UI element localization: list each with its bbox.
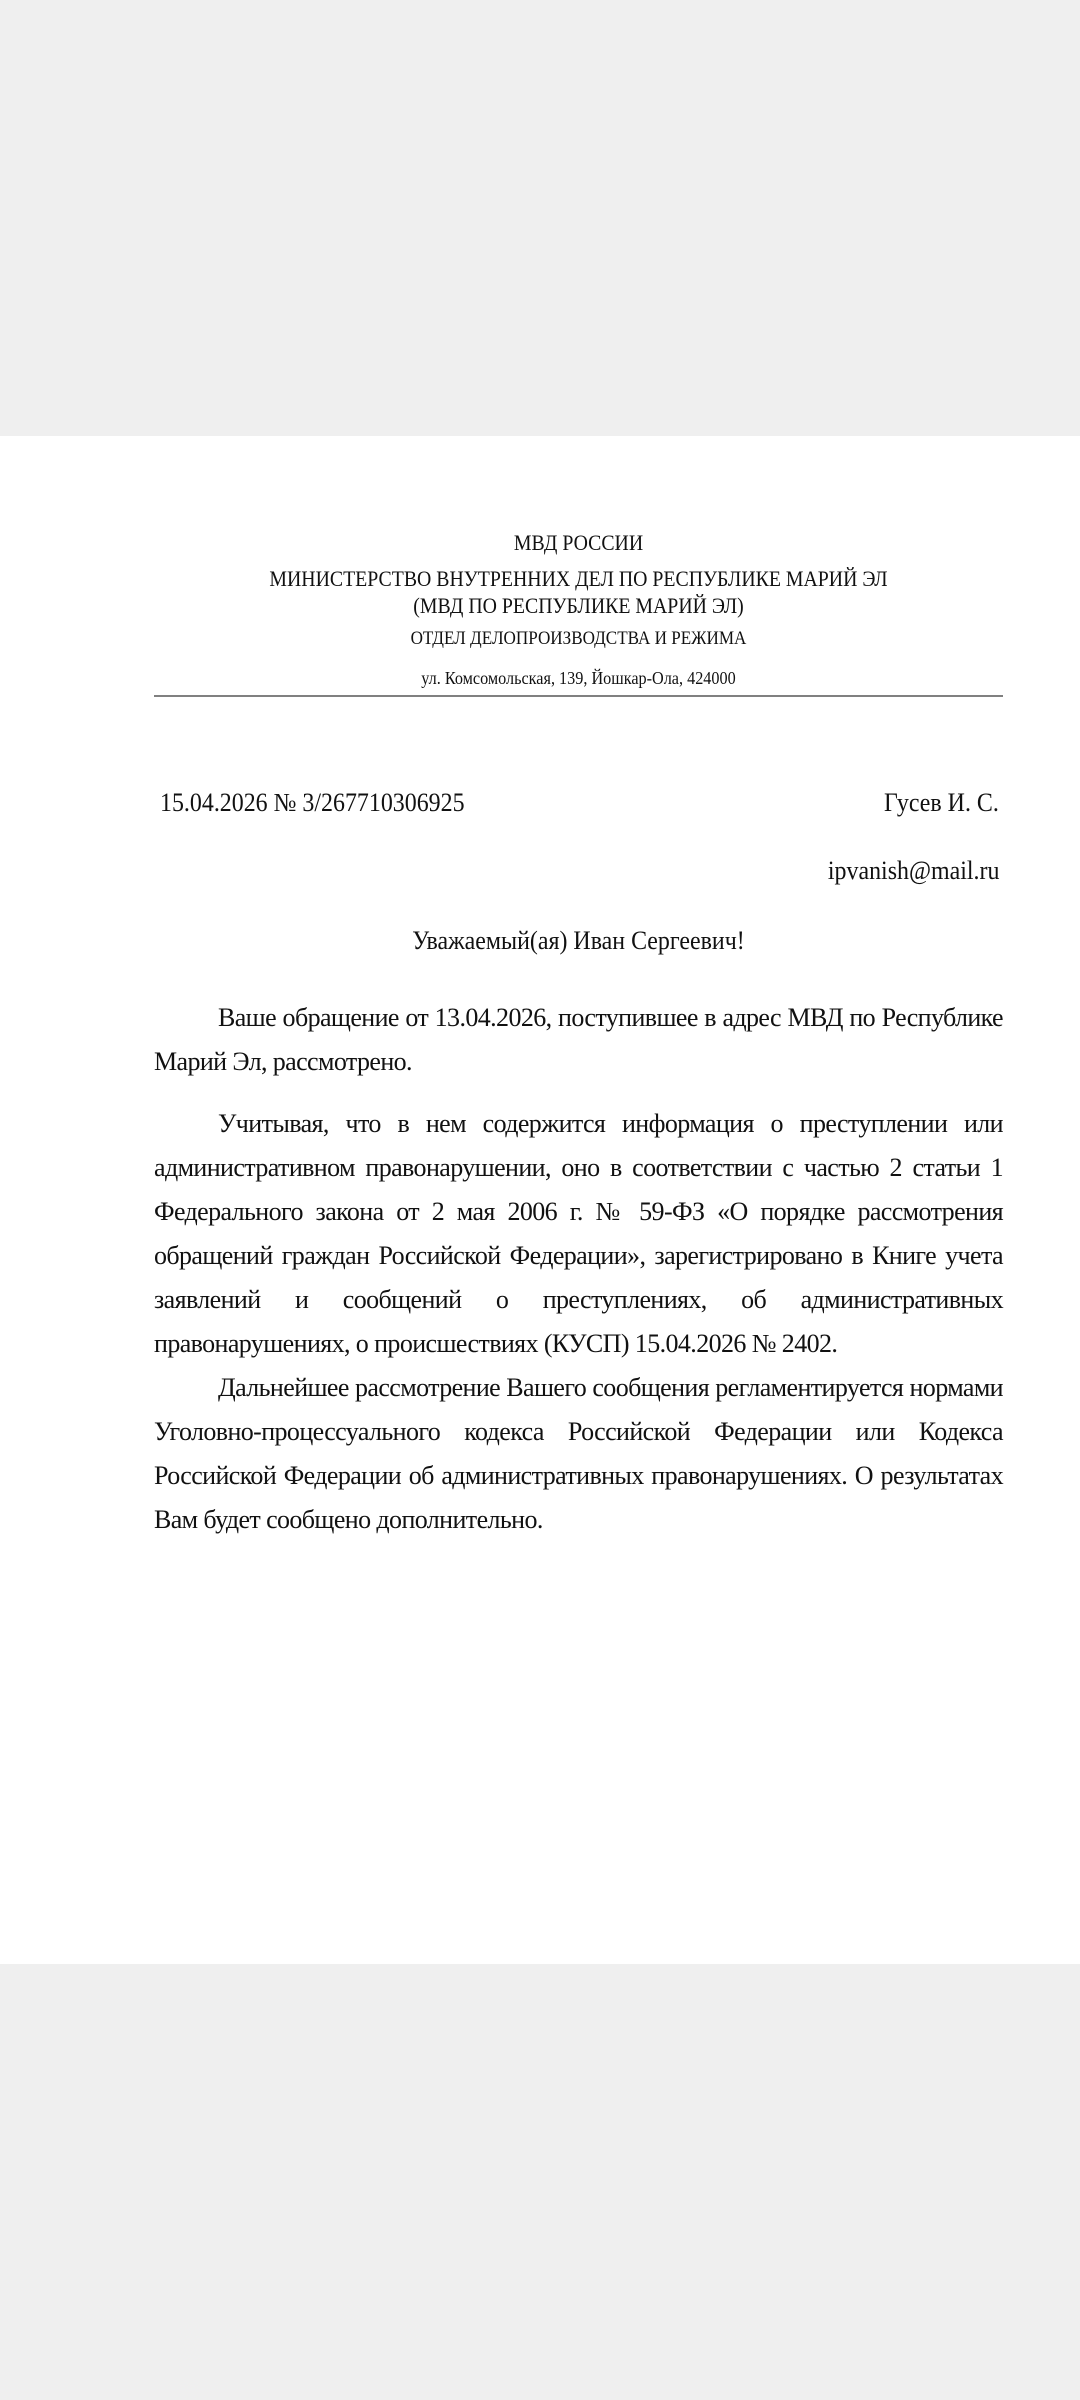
ministry-abbreviation: (МВД ПО РЕСПУБЛИКЕ МАРИЙ ЭЛ) xyxy=(413,593,744,618)
ministry-full-name: МИНИСТЕРСТВО ВНУТРЕННИХ ДЕЛ ПО РЕСПУБЛИКЕ МАРИЙ ЭЛ xyxy=(269,566,888,591)
document-page xyxy=(0,436,1080,1964)
recipient-name: Гусев И. С. xyxy=(884,788,999,817)
paragraph: Учитывая, что в нем содержится информация о преступлении или административном правонарушении, оно в соответствии с частью 2 статьи 1 Федерального закона от 2 мая 2006 г. № 59-ФЗ «О порядке рассмотрения обращений граждан Российской Федерации», зарегистрировано в Книге учета заявлений и сообщений о преступлениях, об административных правонарушениях, о происшествиях (КУСП) 15.04.2026 № 2402. xyxy=(154,1109,1003,1358)
paragraph: Ваше обращение от 13.04.2026, поступившее в адрес МВД по Республике Марий Эл, рассмотрено. xyxy=(154,1003,1003,1076)
registration-date-number: 15.04.2026 № 3/267710306925 xyxy=(160,788,465,817)
agency-address: ул. Комсомольская, 139, Йошкар-Ола, 424000 xyxy=(421,668,736,688)
department-name: ОТДЕЛ ДЕЛОПРОИЗВОДСТВА И РЕЖИМА xyxy=(410,628,747,649)
recipient-email: ipvanish@mail.ru xyxy=(827,856,999,885)
paragraph: Дальнейшее рассмотрение Вашего сообщения регламентируется нормами Уголовно-процессуального кодекса Российской Федерации или Кодекса Российской Федерации об административных правонарушениях. О результатах Вам будет сообщено дополнительно. xyxy=(154,1373,1003,1534)
letter-body xyxy=(154,996,1003,1542)
letterhead-divider xyxy=(154,695,1003,697)
greeting: Уважаемый(ая) Иван Сергеевич! xyxy=(412,926,745,955)
agency-short-name: МВД РОССИИ xyxy=(513,530,644,555)
